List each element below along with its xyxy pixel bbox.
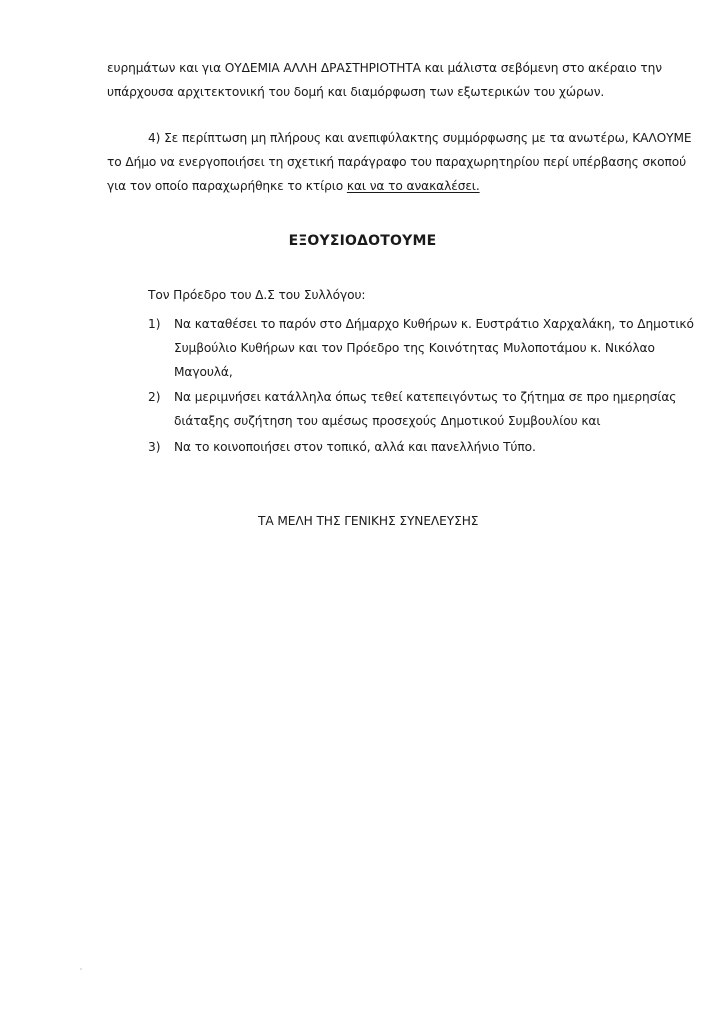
list-item-line: Να μεριμνήσει κατάλληλα όπως τεθεί κατεπειγόντως το ζήτημα σε προ ημερησίας — [174, 390, 677, 404]
closing-signature: ΤΑ ΜΕΛΗ ΤΗΣ ΓΕΝΙΚΗΣ ΣΥΝΕΛΕΥΣΗΣ — [258, 514, 479, 528]
list-item-number: 2) — [148, 390, 161, 404]
paragraph-text: για τον οποίο παραχωρήθηκε το κτίριο — [107, 179, 347, 193]
paragraph-line: το Δήμο να ενεργοποιήσει τη σχετική παράγραφο του παραχωρητηρίου περί υπέρβασης σκοπού — [107, 155, 687, 169]
list-item-line: Να καταθέσει το παρόν στο Δήμαρχο Κυθήρων κ. Ευστράτιο Χαρχαλάκη, το Δημοτικό — [174, 317, 694, 331]
list-item-line: Να το κοινοποιήσει στον τοπικό, αλλά και πανελλήνιο Τύπο. — [174, 440, 536, 454]
intro-text: Τον Πρόεδρο του Δ.Σ του Συλλόγου: — [148, 288, 366, 302]
list-item-line: Μαγουλά, — [174, 365, 233, 379]
paragraph-line: 4) Σε περίπτωση μη πλήρους και ανεπιφύλακτης συμμόρφωσης με τα ανωτέρω, ΚΑΛΟΥΜΕ — [148, 131, 692, 145]
list-item-line: διάταξης συζήτηση του αμέσως προσεχούς Δημοτικού Συμβουλίου και — [174, 414, 601, 428]
underlined-text: και να το ανακαλέσει. — [346, 179, 480, 193]
scan-speck — [80, 968, 82, 970]
paragraph-line: ευρημάτων και για ΟΥΔΕΜΙΑ ΑΛΛΗ ΔΡΑΣΤΗΡΙΟΤΗΤΑ και μάλιστα σεβόμενη στο ακέραιο την — [107, 61, 662, 75]
list-item-number: 3) — [148, 440, 161, 454]
list-item-number: 1) — [148, 317, 161, 331]
section-heading: ΕΞΟΥΣΙΟΔΟΤΟΥΜΕ — [288, 233, 437, 249]
paragraph-line: υπάρχουσα αρχιτεκτονική του δομή και διαμόρφωση των εξωτερικών του χώρων. — [107, 85, 605, 99]
paragraph-line — [107, 178, 480, 194]
list-item-line: Συμβούλιο Κυθήρων και τον Πρόεδρο της Κοινότητας Μυλοποτάμου κ. Νικόλαο — [174, 341, 655, 355]
